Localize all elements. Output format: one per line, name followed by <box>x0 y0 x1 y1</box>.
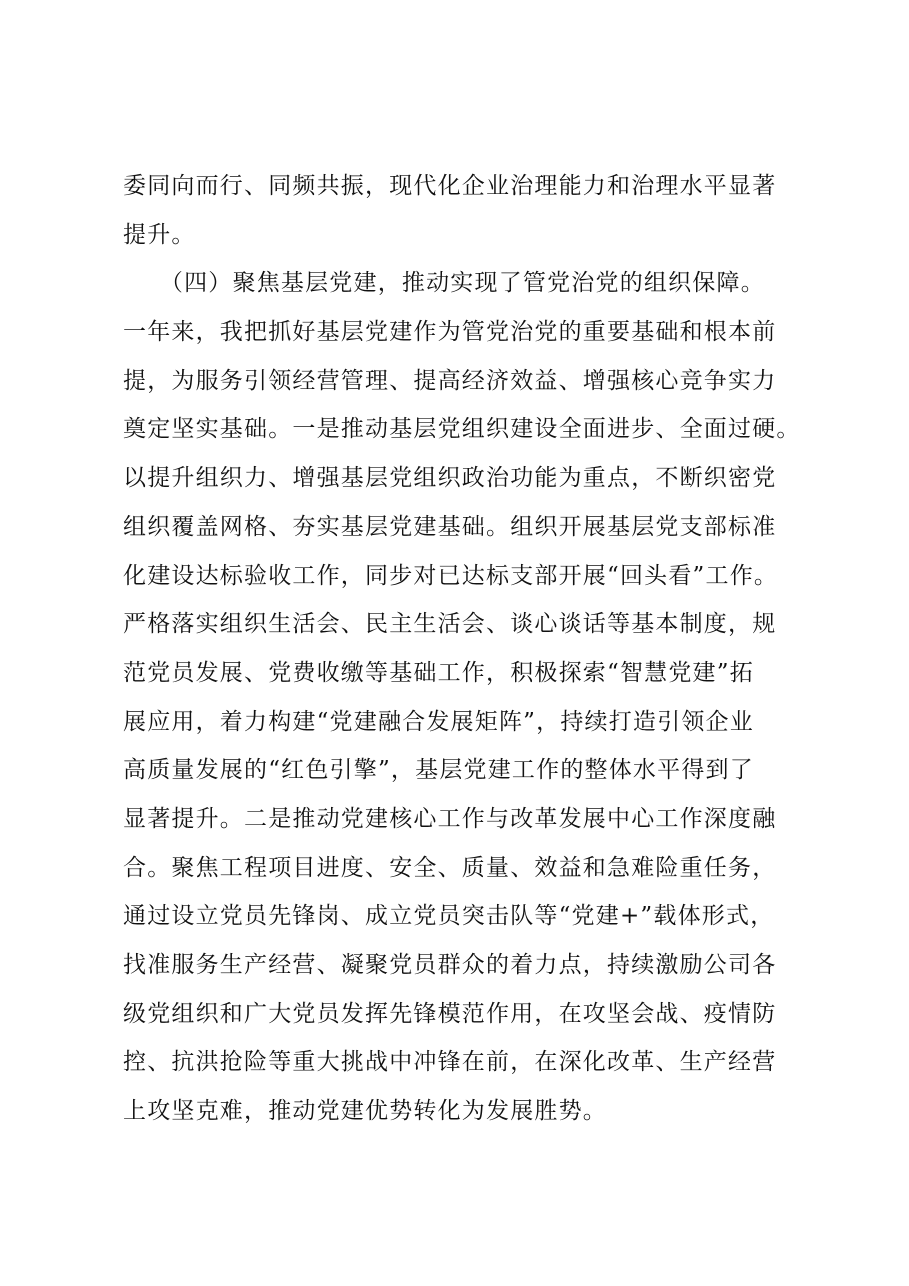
text-line: 奠定坚实基础。一是推动基层党组织建设全面进步、全面过硬。 <box>123 416 801 443</box>
text-line: 化建设达标验收工作，同步对已达标支部开展“回头看”工作。 <box>123 562 779 589</box>
text-line: 提升。 <box>123 221 196 248</box>
text-line: 严格落实组织生活会、民主生活会、谈心谈话等基本制度，规 <box>123 611 777 638</box>
text-line: 高质量发展的“红色引擎”，基层党建工作的整体水平得到了 <box>123 757 754 784</box>
text-line: 显著提升。二是推动党建核心工作与改革发展中心工作深度融 <box>123 805 777 832</box>
text-line: 提，为服务引领经营管理、提高经济效益、增强核心竞争实力 <box>123 367 777 394</box>
text-line: 合。聚焦工程项目进度、安全、质量、效益和急难险重任务， <box>123 854 777 881</box>
text-line: 组织覆盖网格、夯实基层党建基础。组织开展基层党支部标准 <box>123 513 777 540</box>
text-line: 通过设立党员先锋岗、成立党员突击队等“党建+”载体形式， <box>123 903 775 930</box>
body-text <box>123 162 813 1136</box>
text-line: 范党员发展、党费收缴等基础工作，积极探索“智慧党建”拓 <box>123 659 754 686</box>
text-line: 一年来，我把抓好基层党建作为管党治党的重要基础和根本前 <box>123 319 777 346</box>
text-line: 展应用，着力构建“党建融合发展矩阵”，持续打造引领企业 <box>123 708 754 735</box>
text-line: 以提升组织力、增强基层党组织政治功能为重点，不断织密党 <box>123 465 777 492</box>
text-line: 找准服务生产经营、凝聚党员群众的着力点，持续激励公司各 <box>123 952 777 978</box>
text-line: 控、抗洪抢险等重大挑战中冲锋在前，在深化改革、生产经营 <box>123 1049 777 1076</box>
section-heading-line: （四）聚焦基层党建，推动实现了管党治党的组织保障。 <box>123 270 765 297</box>
text-line: 上攻坚克难，推动党建优势转化为发展胜势。 <box>123 1098 607 1125</box>
text-line: 委同向而行、同频共振，现代化企业治理能力和治理水平显著 <box>123 173 777 199</box>
text-line: 级党组织和广大党员发挥先锋模范作用，在攻坚会战、疫情防 <box>123 1000 777 1027</box>
